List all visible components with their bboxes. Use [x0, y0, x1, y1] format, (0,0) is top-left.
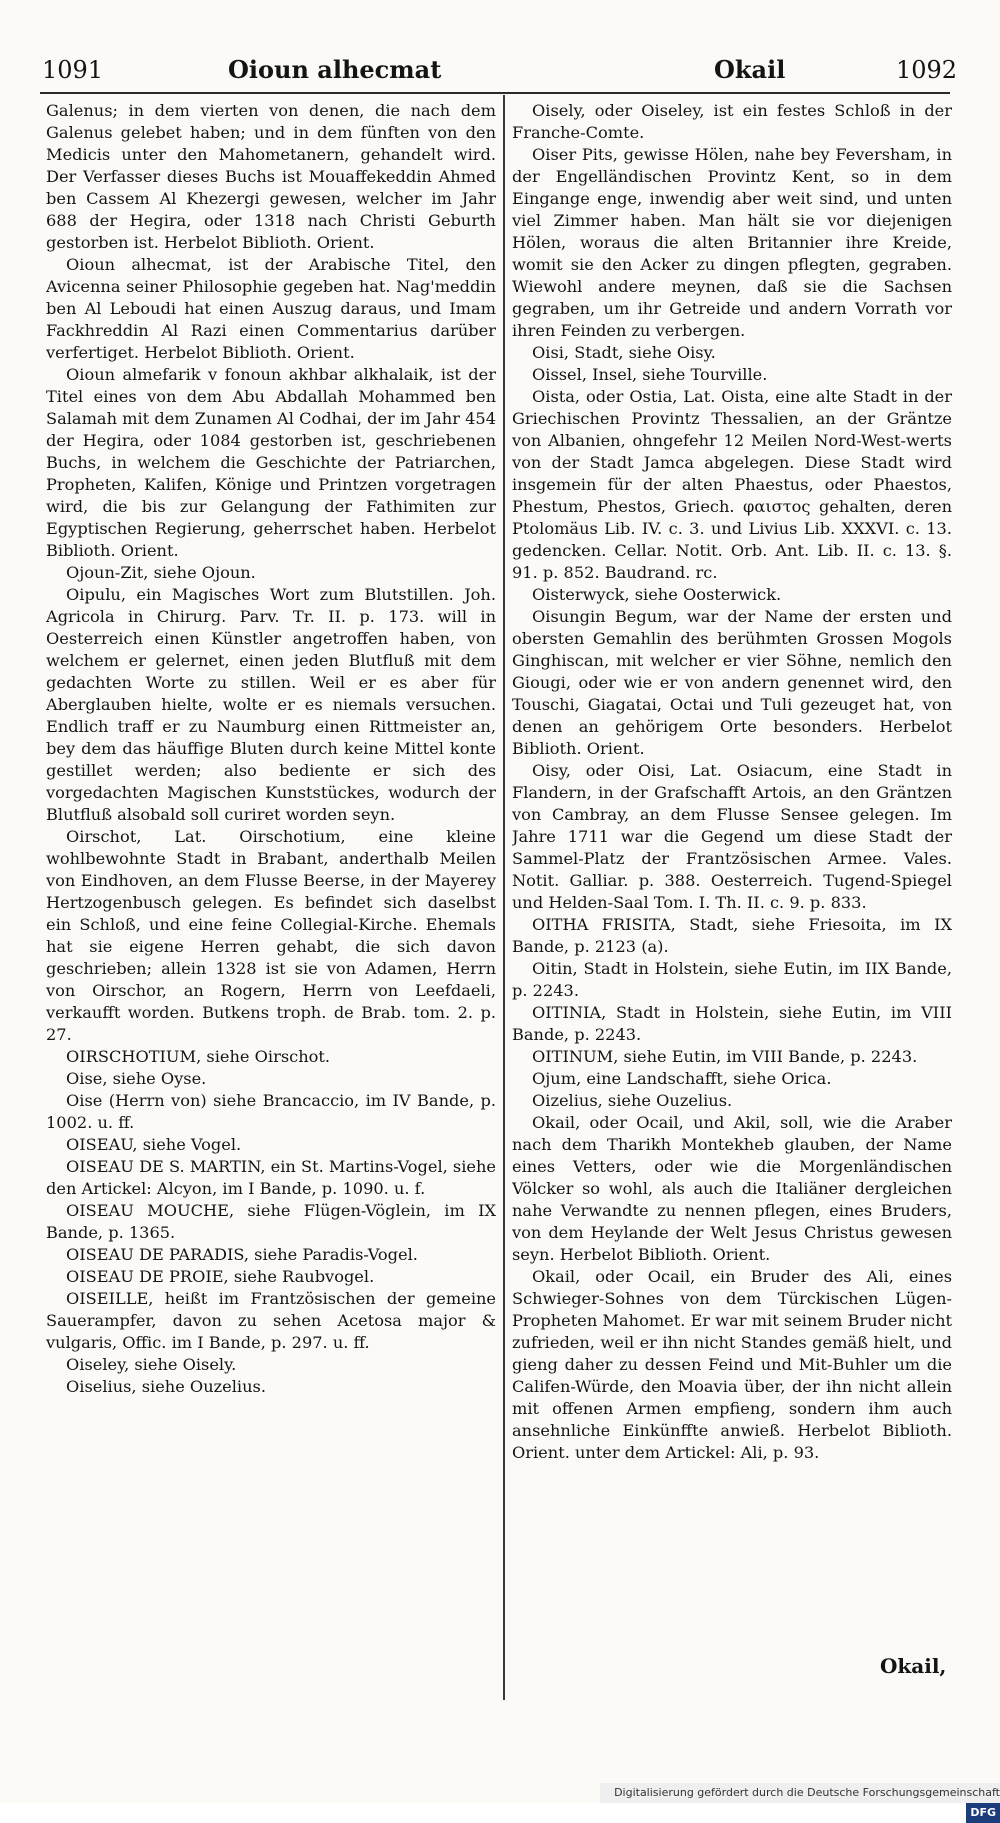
catchword: Okail,	[880, 1654, 947, 1678]
digitization-footer	[600, 1783, 1000, 1819]
dfg-logo: DFG	[966, 1803, 1000, 1823]
entry-oisi: Oisi, Stadt, siehe Oisy.	[532, 343, 716, 362]
entry-oitinia: OITINIA, Stadt in Holstein, siehe Eutin, im VIII Bande, p. 2243.	[512, 1003, 952, 1044]
entry-oiser-pits: Oiser Pits, gewisse Hölen, nahe bey Feversham, in der Engelländischen Provintz Kent, so in dem Eingange enge, inwendig aber weit sind, und unten viel Zimmer haben. Man hält sie vor diejenigen Hölen, woraus die alten Britannier ihre Kreide, womit sie den Acker zu dingen pflegten, gegraben. Wiewohl andere meynen, daß sie die Sachsen gegraben, um ihr Getreide und andern Vorrath vor ihren Feinden zu verbergen.	[512, 145, 952, 340]
entry-oiseau-mouche: OISEAU MOUCHE, siehe Flügen-Vöglein, im IX Bande, p. 1365.	[46, 1201, 496, 1242]
entry-oissel: Oissel, Insel, siehe Tourville.	[532, 365, 768, 384]
entry-ojum: Ojum, eine Landschafft, siehe Orica.	[532, 1069, 832, 1088]
entry-oisterwyck: Oisterwyck, siehe Oosterwick.	[532, 585, 782, 604]
entry-oiseau-martin: OISEAU DE S. MARTIN, ein St. Martins-Vogel, siehe den Artickel: Alcyon, im I Bande, p. 1090. u. f.	[46, 1157, 496, 1198]
left-column	[46, 100, 496, 1700]
page-number-right: 1092	[896, 56, 958, 84]
entry-oiseille: OISEILLE, heißt im Frantzösischen der gemeine Sauerampfer, davon zu sehen Acetosa major & vulgaris, Offic. im I Bande, p. 297. u. ff.	[46, 1289, 496, 1352]
running-head-left: Oioun alhecmat	[228, 55, 442, 84]
entry-okail-2: Okail, oder Ocail, ein Bruder des Ali, eines Schwieger-Sohnes von dem Türckischen Lügen-Propheten Mahomet. Er war mit seinem Bruder nicht zufrieden, weil er ihn nicht Standes gemäß hielt, und gieng daher zu dessen Feind und Mit-Buhler um die Califen-Würde, den Moavia über, der ihn nicht allein mit offenen Armen empfieng, sondern ihm auch ansehnliche Einkünffte anwieß. Herbelot Biblioth. Orient. unter dem Artickel: Ali, p. 93.	[512, 1267, 952, 1462]
entry-oioun-almefarik: Oioun almefarik v fonoun akhbar alkhalaik, ist der Titel eines von dem Abu Abdallah Mohammed ben Salamah mit dem Zunamen Al Codhai, der im Jahr 454 der Hegira, oder 1084 gestorben ist, geschriebenen Buchs, in welchem die Geschichte der Patriarchen, Propheten, Kalifen, Könige und Printzen vorgetragen wird, die bis zur Gelangung der Fathimiten zur Egyptischen Regierung, geherrschet haben. Herbelot Biblioth. Orient.	[46, 365, 496, 560]
entry-oisy: Oisy, oder Oisi, Lat. Osiacum, eine Stadt in Flandern, in der Grafschafft Artois, an den Gräntzen von Cambray, an dem Flusse Sensee gelegen. Im Jahre 1711 war die Gegend um diese Stadt der Sammel-Platz der Frantzösischen Armee. Vales. Notit. Galliar. p. 388. Oesterreich. Tugend-Spiegel und Helden-Saal Tom. I. Th. II. c. 9. p. 833.	[512, 761, 952, 912]
entry-oiseau-proie: OISEAU DE PROIE, siehe Raubvogel.	[66, 1267, 375, 1286]
entry-oitha-frisita: OITHA FRISITA, Stadt, siehe Friesoita, im IX Bande, p. 2123 (a).	[512, 915, 952, 956]
footer-text: Digitalisierung gefördert durch die Deutsche Forschungsgemeinschaft	[614, 1786, 1000, 1799]
entry-oirschot: Oirschot, Lat. Oirschotium, eine kleine wohlbewohnte Stadt in Brabant, anderthalb Meilen von Eindhoven, an dem Flusse Beerse, in der Mayerey Hertzogenbusch gelegen. Es befindet sich daselbst ein Schloß, und eine feine Collegial-Kirche. Ehemals hat sie eigene Herren gehabt, die sich davon geschrieben; allein 1328 ist sie von Adamen, Herrn von Oirschor, an Rogern, Herrn von Leefdaeli, verkaufft worden. Butkens troph. de Brab. tom. 2. p. 27.	[46, 827, 496, 1044]
entry-oiselius: Oiselius, siehe Ouzelius.	[66, 1377, 266, 1396]
entry-oisely: Oisely, oder Oiseley, ist ein festes Schloß in der Franche-Comte.	[512, 101, 952, 142]
column-divider	[503, 95, 505, 1700]
entry-oista: Oista, oder Ostia, Lat. Oista, eine alte Stadt in der Griechischen Provintz Thessalien, an der Gräntze von Albanien, ohngefehr 12 Meilen Nord-West-werts von der Stadt Jamca abgelegen. Diese Stadt wird insgemein für der alten Phaestus, oder Phaestos, Phestum, Phestos, Griech. φαιστος gehalten, deren Ptolomäus Lib. IV. c. 3. und Livius Lib. XXXVI. c. 13. gedencken. Cellar. Notit. Orb. Ant. Lib. II. c. 13. §. 91. p. 852. Baudrand. rc.	[512, 387, 952, 582]
entry-oiseley: Oiseley, siehe Oisely.	[66, 1355, 237, 1374]
entry-oizelius: Oizelius, siehe Ouzelius.	[532, 1091, 733, 1110]
entry-oise: Oise, siehe Oyse.	[66, 1069, 207, 1088]
entry-ojoun-zit: Ojoun-Zit, siehe Ojoun.	[66, 563, 256, 582]
entry-okail-1: Okail, oder Ocail, und Akil, soll, wie die Araber nach dem Tharikh Montekheb glauben, der Name eines Vetters, oder wie die Morgenländischen Völcker so wohl, als auch die Italiäner dergleichen nahe Verwandte zu nennen pflegen, eines Bruders, von dem Heylande der Welt Jesus Christus gewesen seyn. Herbelot Biblioth. Orient.	[512, 1113, 952, 1264]
entry-oiseau: OISEAU, siehe Vogel.	[66, 1135, 242, 1154]
entry-oitin: Oitin, Stadt in Holstein, siehe Eutin, im IIX Bande, p. 2243.	[512, 959, 952, 1000]
entry-oisungin-begum: Oisungin Begum, war der Name der ersten und obersten Gemahlin des berühmten Grossen Mogols Ginghiscan, mit welcher er vier Söhne, nemlich den Giougi, oder wie er von andern genennet wird, den Touschi, Giagatai, Octai und Tuli gezeuget hat, von denen an gehörigem Orte besonders. Herbelot Biblioth. Orient.	[512, 607, 952, 758]
entry-galenus-cont: Galenus; in dem vierten von denen, die nach dem Galenus gelebet haben; und in dem fünften von den Medicis unter den Mahometanern, gehandelt wird. Der Verfasser dieses Buchs ist Mouaffekeddin Ahmed ben Cassem Al Khezergi gewesen, welcher im Jahr 688 der Hegira, oder 1318 nach Christi Geburth gestorben ist. Herbelot Biblioth. Orient.	[46, 101, 496, 252]
right-column	[512, 100, 952, 1700]
entry-oipulu: Oipulu, ein Magisches Wort zum Blutstillen. Joh. Agricola in Chirurg. Parv. Tr. II. p. 173. will in Oesterreich einen Künstler angetroffen haben, von welchem er gelernet, einen jeden Blutfluß mit dem gedachten Worte zu stillen. Weil er es aber für Aberglauben hielte, wolte er es niemals versuchen. Endlich traff er zu Naumburg einen Rittmeister an, bey dem das häuffige Bluten durch keine Mittel konte gestillet werden; also bediente er sich des vorgedachten Magischen Kunststückes, wodurch der Blutfluß alsobald soll curiret worden seyn.	[46, 585, 496, 824]
header-rule	[40, 92, 950, 94]
entry-oioun-alhecmat: Oioun alhecmat, ist der Arabische Titel, den Avicenna seiner Philosophie gegeben hat. Nag'meddin ben Al Leboudi hat einen Auszug daraus, und Imam Fackhreddin Al Razi einen Commentarius darüber verfertiget. Herbelot Biblioth. Orient.	[46, 255, 496, 362]
entry-oirschotium: OIRSCHOTIUM, siehe Oirschot.	[66, 1047, 331, 1066]
entry-oitinum: OITINUM, siehe Eutin, im VIII Bande, p. 2243.	[532, 1047, 918, 1066]
entry-oiseau-paradis: OISEAU DE PARADIS, siehe Paradis-Vogel.	[66, 1245, 418, 1264]
entry-oise-herrn: Oise (Herrn von) siehe Brancaccio, im IV Bande, p. 1002. u. ff.	[46, 1091, 496, 1132]
page-number-left: 1091	[42, 56, 104, 84]
running-head-right: Okail	[714, 55, 786, 84]
